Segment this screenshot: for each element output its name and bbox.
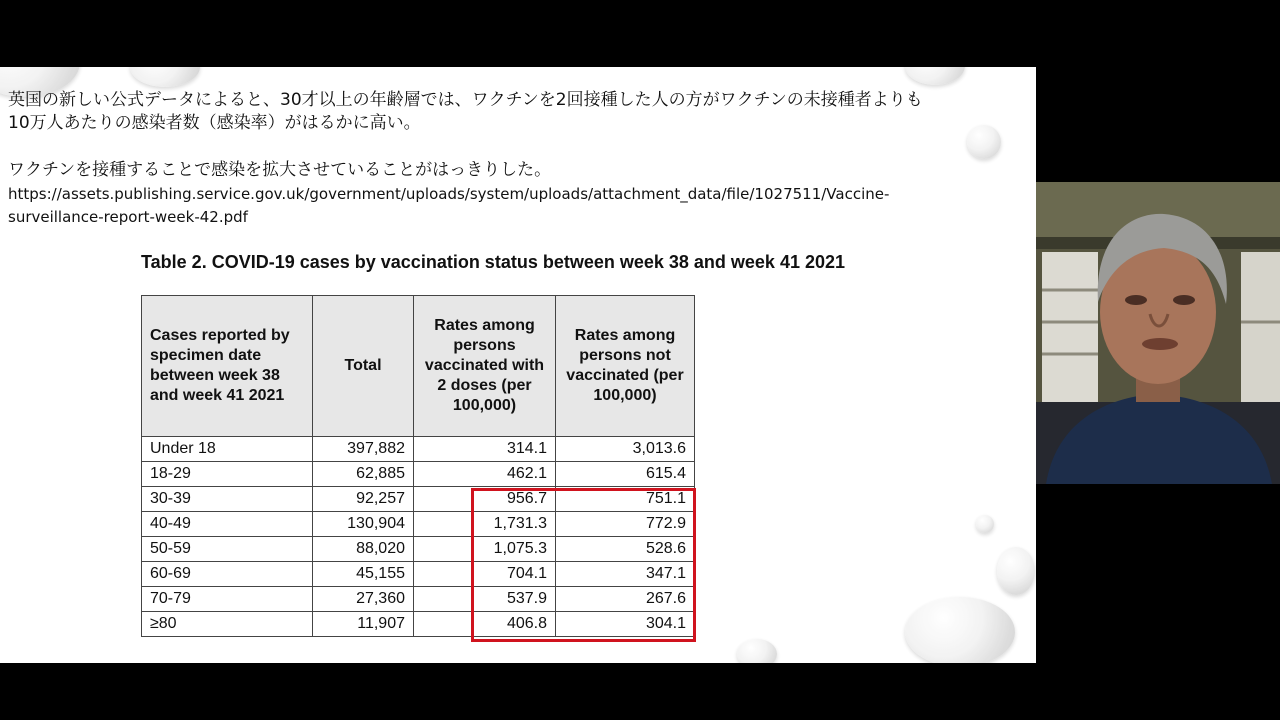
unvaccinated-rate-cell: 267.6 [556,587,695,612]
vaccinated-rate-cell: 406.8 [414,612,556,637]
age-group-cell: 30-39 [142,487,313,512]
header-cases-reported: Cases reported by specimen date between week 38 and week 41 2021 [142,296,313,437]
table-row [142,512,695,537]
water-drop-decoration [997,547,1035,595]
vaccinated-rate-cell: 704.1 [414,562,556,587]
total-cell: 11,907 [313,612,414,637]
header-total: Total [313,296,414,437]
unvaccinated-rate-cell: 772.9 [556,512,695,537]
source-url-line-2[interactable]: surveillance-report-week-42.pdf [8,208,248,226]
age-group-cell: 40-49 [142,512,313,537]
total-cell: 92,257 [313,487,414,512]
header-rate-not-vaccinated: Rates among persons not vaccinated (per 100,000) [556,296,695,437]
total-cell: 45,155 [313,562,414,587]
unvaccinated-rate-cell: 615.4 [556,462,695,487]
unvaccinated-rate-cell: 347.1 [556,562,695,587]
vaccinated-rate-cell: 537.9 [414,587,556,612]
total-cell: 62,885 [313,462,414,487]
table-header-row [142,296,695,437]
table-row [142,487,695,512]
vaccinated-rate-cell: 1,731.3 [414,512,556,537]
age-group-cell: 18-29 [142,462,313,487]
table-title: Table 2. COVID-19 cases by vaccination status between week 38 and week 41 2021 [141,252,846,272]
total-cell: 397,882 [313,437,414,462]
presentation-slide [0,67,1036,663]
age-group-cell: ≥80 [142,612,313,637]
age-group-cell: 70-79 [142,587,313,612]
water-drop-decoration [130,67,200,87]
webcam-video-feed [1036,182,1280,484]
slide-text-line-3: ワクチンを接種することで感染を拡大させていることがはっきりした。 [8,160,552,180]
covid-cases-table [141,295,695,637]
header-rate-vaccinated: Rates among persons vaccinated with 2 doses (per 100,000) [414,296,556,437]
age-group-cell: Under 18 [142,437,313,462]
water-drop-decoration [905,597,1015,663]
table-row [142,587,695,612]
unvaccinated-rate-cell: 751.1 [556,487,695,512]
water-drop-decoration [905,67,965,85]
slide-text-line-1: 英国の新しい公式データによると、30才以上の年齢層では、ワクチンを2回接種した人の方がワクチンの未接種者よりも [8,90,923,110]
table-row [142,562,695,587]
vaccinated-rate-cell: 314.1 [414,437,556,462]
total-cell: 27,360 [313,587,414,612]
unvaccinated-rate-cell: 304.1 [556,612,695,637]
presenter-video-image [1036,182,1280,484]
table-row [142,612,695,637]
age-group-cell: 50-59 [142,537,313,562]
unvaccinated-rate-cell: 528.6 [556,537,695,562]
table-row [142,537,695,562]
total-cell: 130,904 [313,512,414,537]
age-group-cell: 60-69 [142,562,313,587]
unvaccinated-rate-cell: 3,013.6 [556,437,695,462]
vaccinated-rate-cell: 1,075.3 [414,537,556,562]
total-cell: 88,020 [313,537,414,562]
slide-text-line-2: 10万人あたりの感染者数（感染率）がはるかに高い。 [8,113,421,133]
vaccinated-rate-cell: 956.7 [414,487,556,512]
source-url-line-1[interactable]: https://assets.publishing.service.gov.uk/government/uploads/system/uploads/attachment_data/file/1027511/Vaccine- [8,185,890,203]
vaccinated-rate-cell: 462.1 [414,462,556,487]
water-drop-decoration [967,125,1001,159]
table-row [142,437,695,462]
water-drop-decoration [976,515,994,533]
table-row [142,462,695,487]
water-drop-decoration [737,639,777,663]
